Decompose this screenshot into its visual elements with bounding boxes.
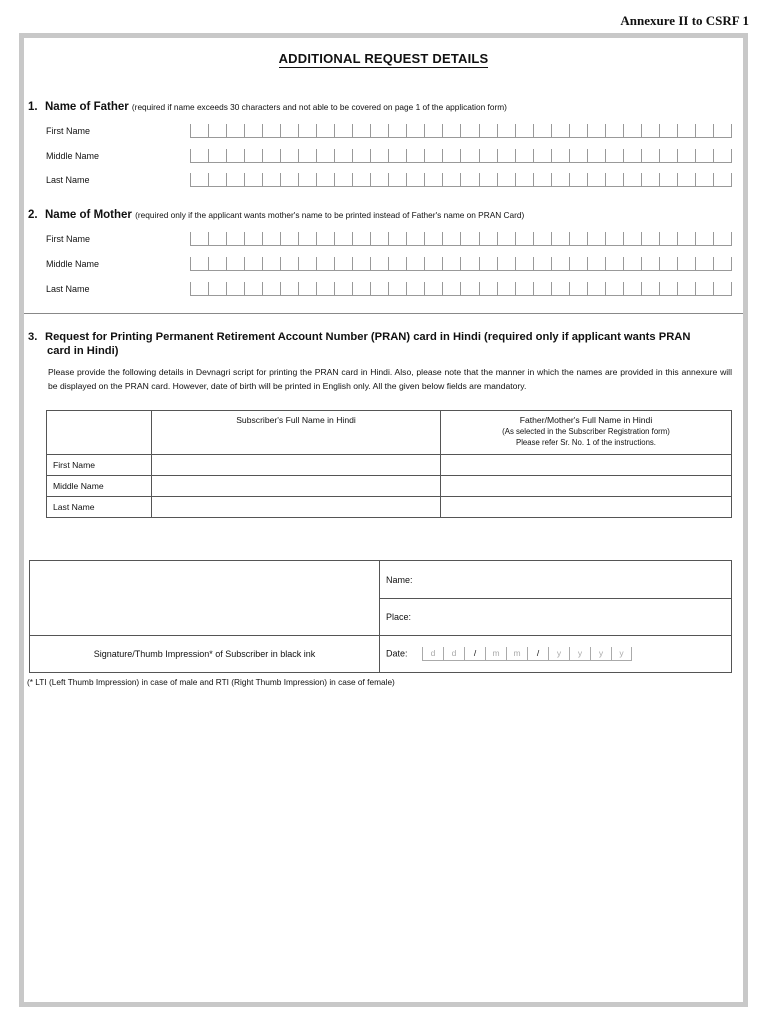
section-divider bbox=[24, 313, 743, 314]
place-field[interactable]: Place: bbox=[380, 599, 732, 636]
mother-first-name-input[interactable] bbox=[190, 232, 732, 246]
father-last-name-label: Last Name bbox=[46, 175, 90, 185]
section-hindi-heading: 3. Request for Printing Permanent Retirement Account Number (PRAN) card in Hindi (required only if applicant wants PRAN card in Hindi) bbox=[28, 331, 691, 357]
name-field[interactable]: Name: bbox=[380, 561, 732, 599]
hindi-instructions: Please provide the following details in Devnagri script for printing the PRAN card in Hindi. Also, please note that the manner in which the names are provided in this annexure will be displayed on the PRAN card. However, date of birth will be printed in English only. All the given below fields are mandatory. bbox=[48, 367, 732, 391]
subscriber-first-name-hindi-input[interactable] bbox=[152, 455, 441, 476]
form-title: ADDITIONAL REQUEST DETAILS bbox=[278, 51, 489, 66]
row-label: Last Name bbox=[47, 497, 152, 518]
hindi-name-table bbox=[46, 410, 732, 518]
date-boxes[interactable]: d d / m m / y y y y bbox=[422, 647, 632, 661]
table-corner-cell bbox=[47, 411, 152, 455]
subscriber-middle-name-hindi-input[interactable] bbox=[152, 476, 441, 497]
annexure-label: Annexure II to CSRF 1 bbox=[620, 13, 749, 28]
form-frame bbox=[19, 33, 748, 1007]
mother-last-name-label: Last Name bbox=[46, 284, 90, 294]
mother-middle-name-input[interactable] bbox=[190, 257, 732, 271]
parent-middle-name-hindi-input[interactable] bbox=[441, 476, 732, 497]
subscriber-hindi-header: Subscriber's Full Name in Hindi bbox=[152, 411, 441, 455]
parent-last-name-hindi-input[interactable] bbox=[441, 497, 732, 518]
table-row bbox=[47, 476, 732, 497]
father-first-name-input[interactable] bbox=[190, 124, 732, 138]
mother-last-name-input[interactable] bbox=[190, 282, 732, 296]
row-label: First Name bbox=[47, 455, 152, 476]
section-father-heading: 1. Name of Father (required if name exceeds 30 characters and not able to be covered on page 1 of the application form) bbox=[28, 101, 507, 113]
parent-hindi-header: Father/Mother's Full Name in Hindi (As selected in the Subscriber Registration form) Please refer Sr. No. 1 of the instructions. bbox=[441, 411, 732, 455]
father-middle-name-label: Middle Name bbox=[46, 151, 100, 161]
parent-first-name-hindi-input[interactable] bbox=[441, 455, 732, 476]
mother-first-name-label: First Name bbox=[46, 234, 91, 244]
signature-caption: Signature/Thumb Impression* of Subscriber in black ink bbox=[30, 636, 380, 673]
subscriber-last-name-hindi-input[interactable] bbox=[152, 497, 441, 518]
table-row bbox=[47, 497, 732, 518]
row-label: Middle Name bbox=[47, 476, 152, 497]
father-first-name-label: First Name bbox=[46, 126, 91, 136]
table-row bbox=[47, 455, 732, 476]
signature-block bbox=[29, 560, 732, 673]
thumb-impression-footnote: (* LTI (Left Thumb Impression) in case of male and RTI (Right Thumb Impression) in case of female) bbox=[27, 677, 395, 687]
date-field[interactable]: Date: d d / m m / y y y y bbox=[380, 636, 732, 673]
section-mother-heading: 2. Name of Mother (required only if the applicant wants mother's name to be printed instead of Father's name on PRAN Card) bbox=[28, 209, 525, 221]
father-last-name-input[interactable] bbox=[190, 173, 732, 187]
mother-middle-name-label: Middle Name bbox=[46, 259, 100, 269]
father-middle-name-input[interactable] bbox=[190, 149, 732, 163]
signature-box[interactable] bbox=[30, 561, 380, 636]
